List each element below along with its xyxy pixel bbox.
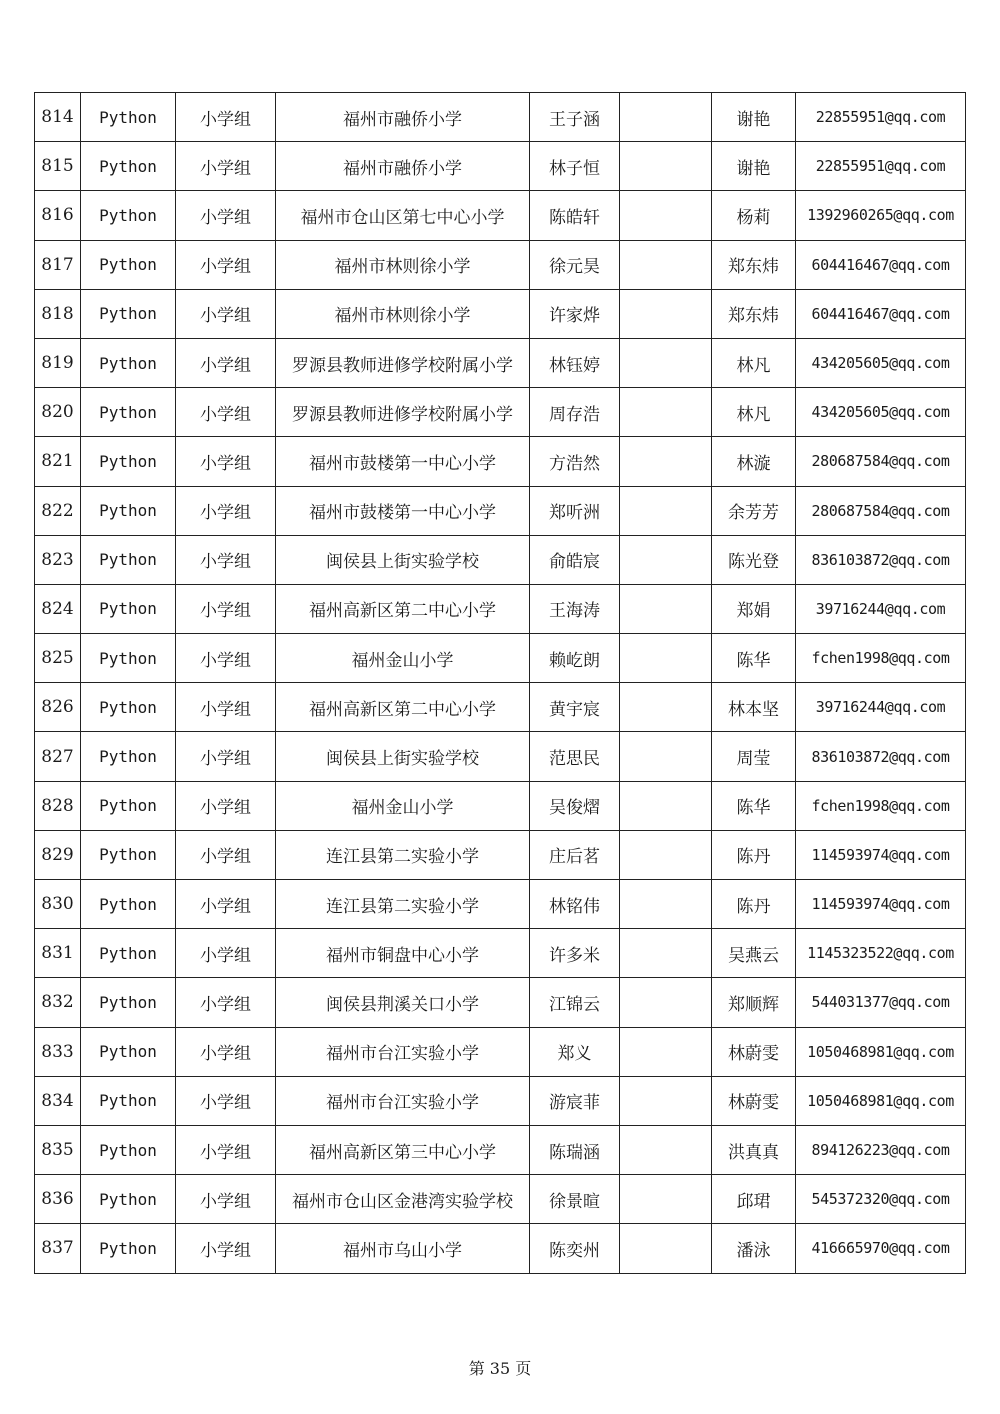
cell-school: 福州市鼓楼第一中心小学 — [276, 437, 530, 486]
cell-number: 816 — [35, 191, 81, 240]
cell-email: 836103872@qq.com — [796, 732, 966, 781]
cell-language: Python — [81, 191, 176, 240]
cell-group: 小学组 — [176, 289, 276, 338]
cell-group: 小学组 — [176, 535, 276, 584]
cell-email: 280687584@qq.com — [796, 437, 966, 486]
cell-group: 小学组 — [176, 1125, 276, 1174]
cell-number: 833 — [35, 1027, 81, 1076]
cell-language: Python — [81, 1027, 176, 1076]
cell-teacher: 林蔚雯 — [712, 1027, 796, 1076]
cell-group: 小学组 — [176, 634, 276, 683]
cell-language: Python — [81, 486, 176, 535]
cell-language: Python — [81, 1175, 176, 1224]
table-row — [35, 929, 966, 978]
cell-student: 许多米 — [530, 929, 620, 978]
page-number: 第 35 页 — [468, 1359, 532, 1378]
cell-email: 434205605@qq.com — [796, 338, 966, 387]
cell-empty — [620, 1175, 712, 1224]
cell-email: 114593974@qq.com — [796, 880, 966, 929]
cell-teacher: 郑娟 — [712, 584, 796, 633]
cell-number: 823 — [35, 535, 81, 584]
cell-number: 837 — [35, 1224, 81, 1273]
cell-email: 39716244@qq.com — [796, 584, 966, 633]
cell-number: 817 — [35, 240, 81, 289]
table-row — [35, 732, 966, 781]
cell-teacher: 林凡 — [712, 388, 796, 437]
cell-number: 828 — [35, 781, 81, 830]
cell-number: 818 — [35, 289, 81, 338]
cell-student: 吴俊熠 — [530, 781, 620, 830]
cell-student: 俞皓宸 — [530, 535, 620, 584]
table-row — [35, 683, 966, 732]
table-row — [35, 781, 966, 830]
cell-number: 832 — [35, 978, 81, 1027]
cell-student: 陈奕州 — [530, 1224, 620, 1273]
cell-student: 徐元昊 — [530, 240, 620, 289]
cell-school: 福州金山小学 — [276, 634, 530, 683]
cell-language: Python — [81, 338, 176, 387]
table-row — [35, 634, 966, 683]
cell-teacher: 潘泳 — [712, 1224, 796, 1273]
cell-group: 小学组 — [176, 338, 276, 387]
cell-school: 福州市乌山小学 — [276, 1224, 530, 1273]
table-row — [35, 880, 966, 929]
cell-language: Python — [81, 683, 176, 732]
cell-language: Python — [81, 289, 176, 338]
cell-group: 小学组 — [176, 240, 276, 289]
cell-email: 1050468981@qq.com — [796, 1027, 966, 1076]
cell-group: 小学组 — [176, 1027, 276, 1076]
cell-language: Python — [81, 732, 176, 781]
cell-teacher: 谢艳 — [712, 142, 796, 191]
cell-group: 小学组 — [176, 486, 276, 535]
cell-group: 小学组 — [176, 683, 276, 732]
cell-empty — [620, 93, 712, 142]
cell-teacher: 郑顺辉 — [712, 978, 796, 1027]
cell-language: Python — [81, 634, 176, 683]
cell-teacher: 邱珺 — [712, 1175, 796, 1224]
cell-group: 小学组 — [176, 1224, 276, 1273]
cell-student: 方浩然 — [530, 437, 620, 486]
table-body — [35, 93, 966, 1274]
table-row — [35, 978, 966, 1027]
cell-empty — [620, 978, 712, 1027]
cell-email: 114593974@qq.com — [796, 830, 966, 879]
cell-empty — [620, 634, 712, 683]
cell-student: 陈瑞涵 — [530, 1125, 620, 1174]
cell-email: 280687584@qq.com — [796, 486, 966, 535]
cell-teacher: 杨莉 — [712, 191, 796, 240]
cell-empty — [620, 486, 712, 535]
cell-language: Python — [81, 929, 176, 978]
cell-school: 福州市融侨小学 — [276, 142, 530, 191]
cell-student: 徐景暄 — [530, 1175, 620, 1224]
cell-empty — [620, 683, 712, 732]
cell-language: Python — [81, 1125, 176, 1174]
cell-empty — [620, 880, 712, 929]
cell-student: 游宸菲 — [530, 1076, 620, 1125]
cell-number: 831 — [35, 929, 81, 978]
cell-language: Python — [81, 535, 176, 584]
table-row — [35, 1175, 966, 1224]
table-row — [35, 1076, 966, 1125]
cell-teacher: 陈华 — [712, 634, 796, 683]
cell-teacher: 郑东炜 — [712, 289, 796, 338]
cell-email: 604416467@qq.com — [796, 240, 966, 289]
cell-student: 陈皓轩 — [530, 191, 620, 240]
cell-teacher: 郑东炜 — [712, 240, 796, 289]
cell-student: 林铭伟 — [530, 880, 620, 929]
cell-email: 1392960265@qq.com — [796, 191, 966, 240]
cell-teacher: 吴燕云 — [712, 929, 796, 978]
table-row — [35, 486, 966, 535]
cell-language: Python — [81, 142, 176, 191]
cell-teacher: 陈丹 — [712, 830, 796, 879]
cell-teacher: 洪真真 — [712, 1125, 796, 1174]
cell-empty — [620, 142, 712, 191]
cell-student: 王子涵 — [530, 93, 620, 142]
cell-email: 545372320@qq.com — [796, 1175, 966, 1224]
cell-school: 闽侯县荆溪关口小学 — [276, 978, 530, 1027]
table-row — [35, 191, 966, 240]
table-row — [35, 289, 966, 338]
cell-student: 江锦云 — [530, 978, 620, 1027]
cell-email: 22855951@qq.com — [796, 93, 966, 142]
cell-teacher: 林蔚雯 — [712, 1076, 796, 1125]
cell-empty — [620, 338, 712, 387]
cell-school: 福州金山小学 — [276, 781, 530, 830]
cell-number: 836 — [35, 1175, 81, 1224]
cell-teacher: 林本坚 — [712, 683, 796, 732]
table-row — [35, 338, 966, 387]
cell-email: 1145323522@qq.com — [796, 929, 966, 978]
table-row — [35, 1027, 966, 1076]
cell-empty — [620, 584, 712, 633]
cell-empty — [620, 191, 712, 240]
cell-language: Python — [81, 1224, 176, 1273]
cell-school: 福州市仓山区金港湾实验学校 — [276, 1175, 530, 1224]
cell-number: 825 — [35, 634, 81, 683]
cell-student: 郑义 — [530, 1027, 620, 1076]
cell-number: 834 — [35, 1076, 81, 1125]
cell-teacher: 周莹 — [712, 732, 796, 781]
cell-empty — [620, 1076, 712, 1125]
table-row — [35, 142, 966, 191]
cell-email: 39716244@qq.com — [796, 683, 966, 732]
cell-email: 1050468981@qq.com — [796, 1076, 966, 1125]
cell-student: 范思民 — [530, 732, 620, 781]
cell-empty — [620, 1027, 712, 1076]
cell-empty — [620, 535, 712, 584]
cell-group: 小学组 — [176, 781, 276, 830]
cell-school: 福州市台江实验小学 — [276, 1027, 530, 1076]
cell-language: Python — [81, 584, 176, 633]
cell-number: 821 — [35, 437, 81, 486]
cell-empty — [620, 240, 712, 289]
cell-teacher: 余芳芳 — [712, 486, 796, 535]
cell-language: Python — [81, 880, 176, 929]
cell-group: 小学组 — [176, 437, 276, 486]
cell-email: 836103872@qq.com — [796, 535, 966, 584]
cell-group: 小学组 — [176, 388, 276, 437]
cell-student: 周存浩 — [530, 388, 620, 437]
table-row — [35, 830, 966, 879]
cell-number: 814 — [35, 93, 81, 142]
cell-group: 小学组 — [176, 929, 276, 978]
cell-email: 22855951@qq.com — [796, 142, 966, 191]
cell-group: 小学组 — [176, 978, 276, 1027]
cell-student: 王海涛 — [530, 584, 620, 633]
cell-empty — [620, 388, 712, 437]
cell-email: 604416467@qq.com — [796, 289, 966, 338]
cell-language: Python — [81, 437, 176, 486]
cell-group: 小学组 — [176, 732, 276, 781]
cell-empty — [620, 781, 712, 830]
cell-student: 林钰婷 — [530, 338, 620, 387]
cell-school: 福州高新区第二中心小学 — [276, 584, 530, 633]
cell-language: Python — [81, 830, 176, 879]
cell-group: 小学组 — [176, 142, 276, 191]
cell-email: 416665970@qq.com — [796, 1224, 966, 1273]
cell-empty — [620, 732, 712, 781]
cell-teacher: 谢艳 — [712, 93, 796, 142]
cell-school: 福州高新区第三中心小学 — [276, 1125, 530, 1174]
cell-number: 826 — [35, 683, 81, 732]
cell-empty — [620, 1224, 712, 1273]
cell-email: 434205605@qq.com — [796, 388, 966, 437]
cell-school: 福州市台江实验小学 — [276, 1076, 530, 1125]
cell-student: 赖屹朗 — [530, 634, 620, 683]
cell-email: 544031377@qq.com — [796, 978, 966, 1027]
cell-school: 福州市林则徐小学 — [276, 289, 530, 338]
cell-school: 罗源县教师进修学校附属小学 — [276, 388, 530, 437]
cell-number: 822 — [35, 486, 81, 535]
table-row — [35, 437, 966, 486]
cell-empty — [620, 1125, 712, 1174]
cell-group: 小学组 — [176, 93, 276, 142]
registration-table — [34, 92, 966, 1274]
cell-school: 连江县第二实验小学 — [276, 880, 530, 929]
cell-number: 819 — [35, 338, 81, 387]
cell-school: 福州市仓山区第七中心小学 — [276, 191, 530, 240]
cell-school: 福州市融侨小学 — [276, 93, 530, 142]
cell-language: Python — [81, 240, 176, 289]
table-row — [35, 388, 966, 437]
cell-teacher: 陈光登 — [712, 535, 796, 584]
cell-empty — [620, 437, 712, 486]
cell-group: 小学组 — [176, 880, 276, 929]
cell-school: 罗源县教师进修学校附属小学 — [276, 338, 530, 387]
table-row — [35, 93, 966, 142]
cell-language: Python — [81, 781, 176, 830]
cell-email: fchen1998@qq.com — [796, 781, 966, 830]
cell-school: 福州市铜盘中心小学 — [276, 929, 530, 978]
cell-teacher: 陈华 — [712, 781, 796, 830]
cell-group: 小学组 — [176, 1076, 276, 1125]
cell-group: 小学组 — [176, 584, 276, 633]
table-row — [35, 584, 966, 633]
cell-student: 郑听洲 — [530, 486, 620, 535]
cell-number: 830 — [35, 880, 81, 929]
cell-empty — [620, 289, 712, 338]
cell-teacher: 林漩 — [712, 437, 796, 486]
cell-empty — [620, 929, 712, 978]
cell-email: fchen1998@qq.com — [796, 634, 966, 683]
cell-number: 829 — [35, 830, 81, 879]
cell-number: 815 — [35, 142, 81, 191]
table-row — [35, 1224, 966, 1273]
cell-school: 连江县第二实验小学 — [276, 830, 530, 879]
cell-number: 835 — [35, 1125, 81, 1174]
cell-student: 黄宇宸 — [530, 683, 620, 732]
cell-email: 894126223@qq.com — [796, 1125, 966, 1174]
cell-empty — [620, 830, 712, 879]
table-row — [35, 535, 966, 584]
cell-group: 小学组 — [176, 191, 276, 240]
cell-student: 林子恒 — [530, 142, 620, 191]
cell-teacher: 陈丹 — [712, 880, 796, 929]
cell-school: 福州市鼓楼第一中心小学 — [276, 486, 530, 535]
cell-school: 福州市林则徐小学 — [276, 240, 530, 289]
cell-group: 小学组 — [176, 1175, 276, 1224]
cell-language: Python — [81, 978, 176, 1027]
cell-teacher: 林凡 — [712, 338, 796, 387]
cell-student: 庄后茗 — [530, 830, 620, 879]
cell-language: Python — [81, 388, 176, 437]
cell-school: 福州高新区第二中心小学 — [276, 683, 530, 732]
cell-number: 824 — [35, 584, 81, 633]
cell-school: 闽侯县上街实验学校 — [276, 732, 530, 781]
cell-student: 许家烨 — [530, 289, 620, 338]
cell-number: 820 — [35, 388, 81, 437]
cell-language: Python — [81, 1076, 176, 1125]
cell-language: Python — [81, 93, 176, 142]
cell-group: 小学组 — [176, 830, 276, 879]
table-row — [35, 240, 966, 289]
table-row — [35, 1125, 966, 1174]
cell-school: 闽侯县上街实验学校 — [276, 535, 530, 584]
cell-number: 827 — [35, 732, 81, 781]
